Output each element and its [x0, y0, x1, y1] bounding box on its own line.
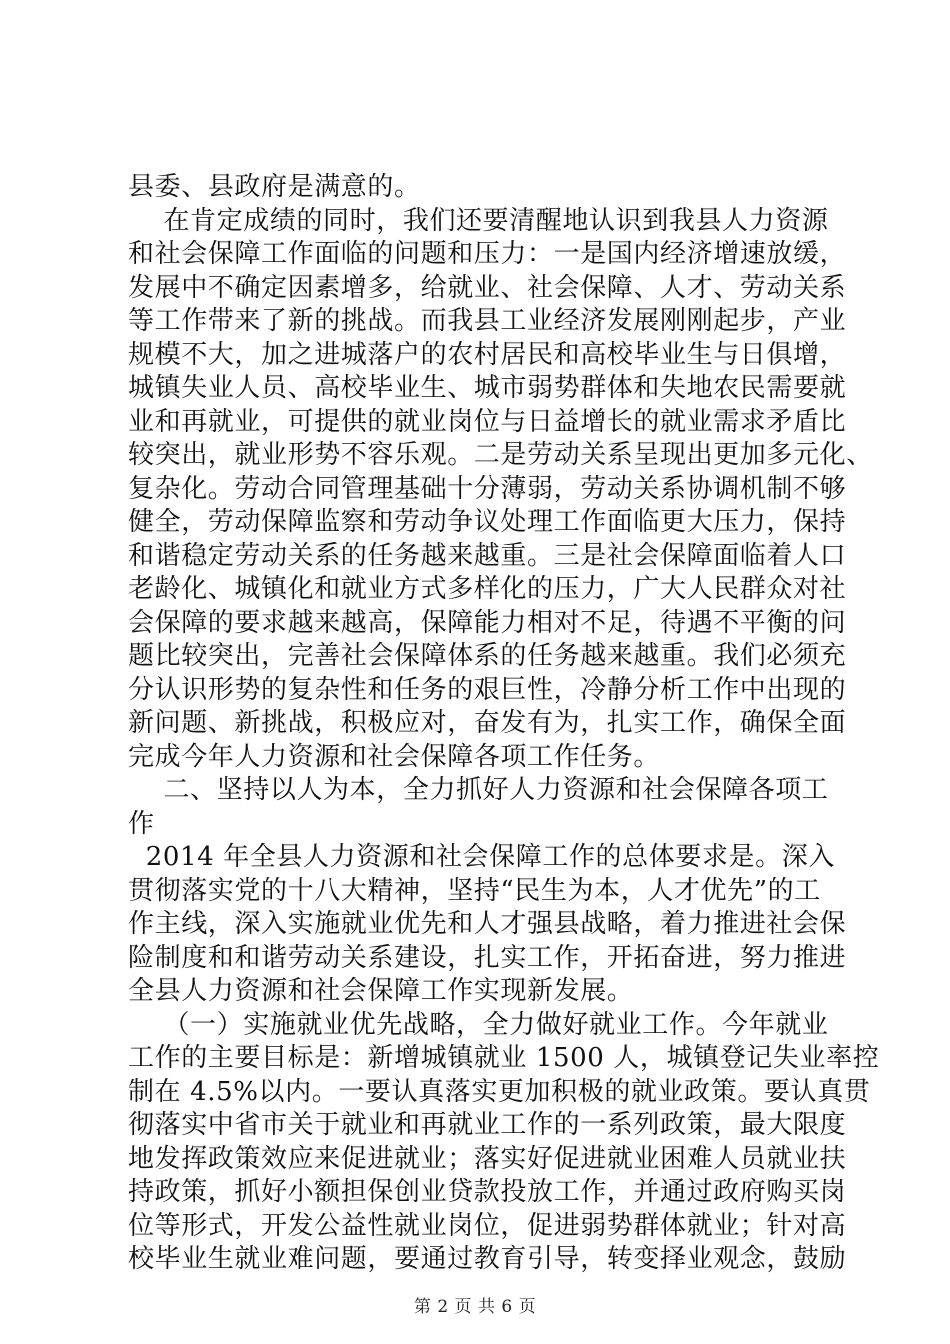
- text-line: 会保障的要求越来越高，保障能力相对不足，待遇不平衡的问: [128, 607, 847, 638]
- text-line: 规模不大，加之进城落户的农村居民和高校毕业生与日俱增，: [128, 339, 847, 370]
- text-line: 发展中不确定因素增多，给就业、社会保障、人才、劳动关系: [128, 272, 847, 303]
- text-line: 健全，劳动保障监察和劳动争议处理工作面临更大压力，保持: [128, 507, 847, 537]
- section-heading: 作: [128, 808, 155, 839]
- text-line: 题比较突出，完善社会保障体系的任务越来越重。我们必须充: [128, 641, 847, 671]
- text-line: 彻落实中省市关于就业和再就业工作的一系列政策，最大限度: [128, 1110, 847, 1140]
- text-line: 在肯定成绩的同时，我们还要清醒地认识到我县人力资源: [128, 205, 829, 236]
- text-line: 全县人力资源和社会保障工作实现新发展。: [128, 976, 634, 1006]
- text-line: 持政策，抓好小额担保创业贷款投放工作，并通过政府购买岗: [128, 1177, 847, 1207]
- text-line: 贯彻落实党的十八大精神，坚持“民生为本，人才优先”的工: [128, 875, 821, 906]
- section-heading: 二、坚持以人为本，全力抓好人力资源和社会保障各项工: [128, 775, 829, 805]
- text-line: 工作的主要目标是：新增城镇就业 1500 人，城镇登记失业率控: [128, 1043, 880, 1073]
- text-line: 位等形式，开发公益性就业岗位，促进弱势群体就业；针对高: [128, 1210, 847, 1241]
- text-line: 较突出，就业形势不容乐观。二是劳动关系呈现出更加多元化、: [128, 440, 873, 470]
- text-line: 制在 4.5%以内。一要认真落实更加积极的就业政策。要认真贯: [128, 1076, 871, 1107]
- text-line: 校毕业生就业难问题，要通过教育引导，转变择业观念，鼓励: [128, 1244, 847, 1274]
- text-line: 县委、县政府是满意的。: [128, 172, 421, 202]
- text-line: 和社会保障工作面临的问题和压力：一是国内经济增速放缓，: [128, 239, 847, 269]
- text-line: 业和再就业，可提供的就业岗位与日益增长的就业需求矛盾比: [128, 406, 847, 437]
- text-line: 等工作带来了新的挑战。而我县工业经济发展刚刚起步，产业: [128, 306, 847, 336]
- text-line: 完成今年人力资源和社会保障各项工作任务。: [128, 741, 661, 772]
- text-line: 新问题、新挑战，积极应对，奋发有为，扎实工作，确保全面: [128, 708, 847, 738]
- text-line: 险制度和和谐劳动关系建设，扎实工作，开拓奋进，努力推进: [128, 942, 847, 973]
- text-line: 地发挥政策效应来促进就业；落实好促进就业困难人员就业扶: [128, 1143, 847, 1174]
- text-line: （一）实施就业优先战略，全力做好就业工作。今年就业: [128, 1009, 829, 1040]
- page-number: 第 2 页 共 6 页: [413, 1297, 537, 1317]
- text-line: 分认识形势的复杂性和任务的艰巨性，冷静分析工作中出现的: [128, 674, 847, 705]
- text-line: 复杂化。劳动合同管理基础十分薄弱，劳动关系协调机制不够: [128, 473, 847, 504]
- text-line: 2014 年全县人力资源和社会保障工作的总体要求是。深入: [128, 842, 835, 872]
- text-line: 作主线，深入实施就业优先和人才强县战略，着力推进社会保: [128, 909, 847, 939]
- text-line: 城镇失业人员、高校毕业生、城市弱势群体和失地农民需要就: [128, 373, 847, 403]
- text-line: 和谐稳定劳动关系的任务越来越重。三是社会保障面临着人口: [128, 540, 847, 571]
- text-line: 老龄化、城镇化和就业方式多样化的压力，广大人民群众对社: [128, 574, 847, 604]
